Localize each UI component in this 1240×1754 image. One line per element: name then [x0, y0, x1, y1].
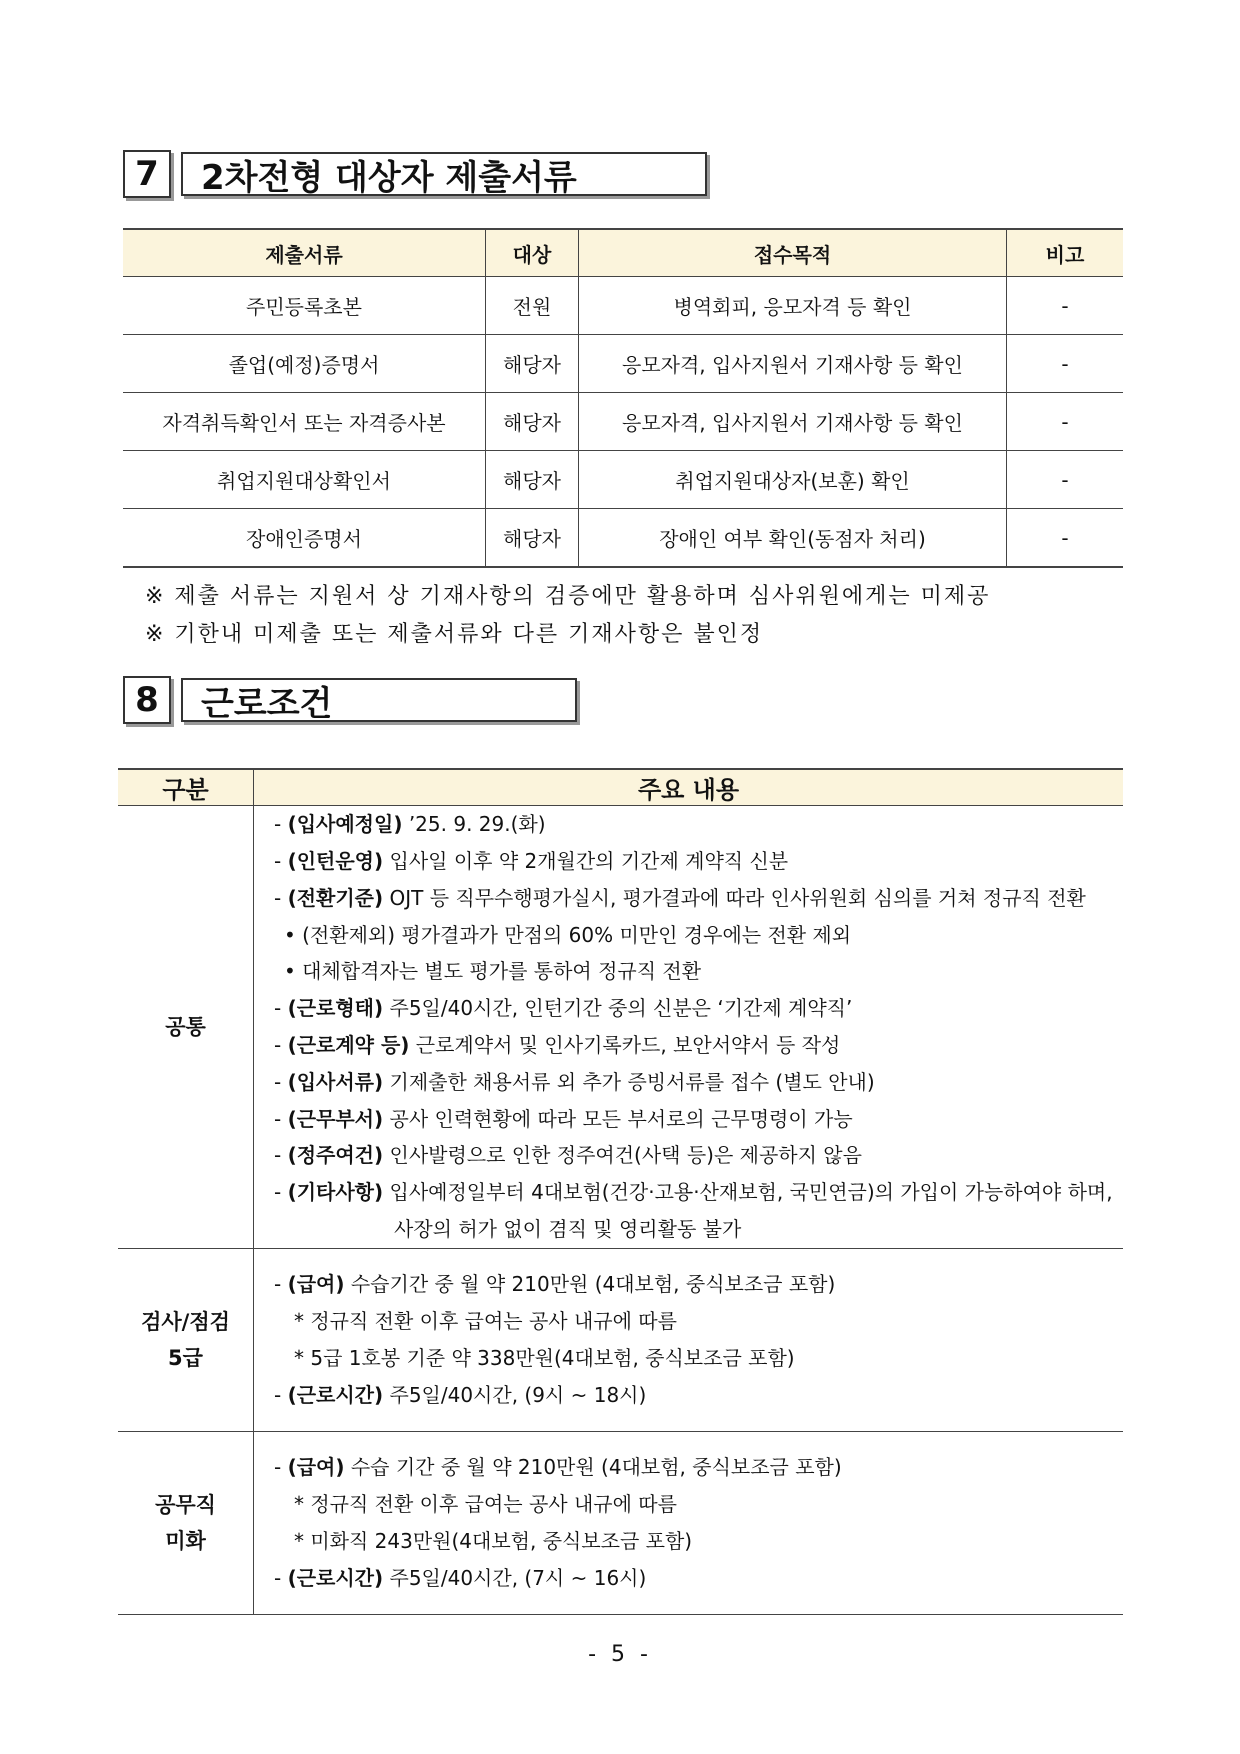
content-line: - (전환기준) OJT 등 직무수행평가실시, 평가결과에 따라 인사위원회 심의를 거쳐 정규직 전환 — [274, 885, 1086, 910]
table-header-row — [118, 769, 1123, 806]
column-header: 접수목적 — [579, 229, 1007, 277]
content-line: * 5급 1호봉 기준 약 338만원(4대보험, 중식보조금 포함) — [294, 1346, 795, 1370]
content-cell — [254, 1432, 1124, 1615]
table-cell: 해당자 — [486, 451, 579, 509]
section-title: 2차전형 대상자 제출서류 — [181, 152, 707, 196]
content-line: - (급여) 수습기간 중 월 약 210만원 (4대보험, 중식보조금 포함) — [274, 1272, 836, 1297]
content-line: - (근로형태) 주5일/40시간, 인턴기간 중의 신분은 ‘기간제 계약직’ — [274, 996, 853, 1021]
table-cell: 해당자 — [486, 335, 579, 393]
notes — [145, 578, 990, 654]
table-cell: 해당자 — [486, 509, 579, 568]
content-line: 사장의 허가 없이 겸직 및 영리활동 불가 — [394, 1216, 742, 1241]
conditions-table — [118, 768, 1123, 1615]
table-cell: 해당자 — [486, 393, 579, 451]
content-line: * 미화직 243만원(4대보험, 중식보조금 포함) — [294, 1529, 693, 1553]
table-row — [123, 335, 1123, 393]
table-cell: 졸업(예정)증명서 — [123, 335, 486, 393]
table-row — [118, 1432, 1123, 1615]
table-cell: - — [1007, 451, 1124, 509]
content-line: - (근로시간) 주5일/40시간, (9시 ~ 18시) — [274, 1382, 647, 1407]
category-cell: 검사/점검 5급 — [118, 1249, 254, 1432]
section-title: 근로조건 — [181, 678, 577, 722]
table-cell: - — [1007, 277, 1124, 335]
content-line: - (급여) 수습 기간 중 월 약 210만원 (4대보험, 중식보조금 포함) — [274, 1455, 842, 1480]
table-cell: 주민등록초본 — [123, 277, 486, 335]
table-cell: - — [1007, 393, 1124, 451]
content-line: - (정주여건) 인사발령으로 인한 정주여건(사택 등)은 제공하지 않음 — [274, 1143, 862, 1168]
column-header: 구분 — [118, 769, 254, 806]
table-cell: - — [1007, 335, 1124, 393]
column-header: 제출서류 — [123, 229, 486, 277]
column-header: 비고 — [1007, 229, 1124, 277]
note-line: ※ 기한내 미제출 또는 제출서류와 다른 기재사항은 불인정 — [145, 622, 764, 647]
table-row — [123, 509, 1123, 568]
category-cell: 공무직 미화 — [118, 1432, 254, 1615]
documents-table — [123, 228, 1123, 568]
table-cell: 장애인 여부 확인(동점자 처리) — [579, 509, 1007, 568]
content-line: - (기타사항) 입사예정일부터 4대보험(건강·고용·산재보험, 국민연금)의 가입이 가능하여야 하며, — [274, 1180, 1113, 1205]
table-row — [118, 806, 1123, 1249]
table-cell: 취업지원대상확인서 — [123, 451, 486, 509]
table-cell: - — [1007, 509, 1124, 568]
table-row — [123, 277, 1123, 335]
content-line: * 정규직 전환 이후 급여는 공사 내규에 따름 — [294, 1492, 677, 1517]
table-header-row — [123, 229, 1123, 277]
content-line: - (근무부서) 공사 인력현황에 따라 모든 부서로의 근무명령이 가능 — [274, 1106, 853, 1131]
section-8-header — [123, 676, 577, 724]
table-row — [123, 451, 1123, 509]
content-cell — [254, 806, 1124, 1249]
content-cell — [254, 1249, 1124, 1432]
table-cell: 응모자격, 입사지원서 기재사항 등 확인 — [579, 335, 1007, 393]
table-cell: 장애인증명서 — [123, 509, 486, 568]
column-header: 주요 내용 — [254, 769, 1124, 806]
table-cell: 취업지원대상자(보훈) 확인 — [579, 451, 1007, 509]
table-row — [118, 1249, 1123, 1432]
table-cell: 자격취득확인서 또는 자격증사본 — [123, 393, 486, 451]
content-line: - (근로시간) 주5일/40시간, (7시 ~ 16시) — [274, 1565, 647, 1590]
content-line: * 정규직 전환 이후 급여는 공사 내규에 따름 — [294, 1309, 677, 1334]
section-7-header — [123, 150, 707, 198]
table-cell: 전원 — [486, 277, 579, 335]
table-cell: 병역회피, 응모자격 등 확인 — [579, 277, 1007, 335]
note-line: ※ 제출 서류는 지원서 상 기재사항의 검증에만 활용하며 심사위원에게는 미제공 — [145, 584, 991, 609]
content-line: - (인턴운영) 입사일 이후 약 2개월간의 기간제 계약직 신분 — [274, 849, 789, 874]
table-row — [123, 393, 1123, 451]
content-line: • (전환제외) 평가결과가 만점의 60% 미만인 경우에는 전환 제외 — [284, 922, 852, 947]
category-cell: 공통 — [118, 806, 254, 1249]
content-line: - (입사예정일) ’25. 9. 29.(화) — [274, 812, 546, 837]
section-number: 7 — [123, 150, 171, 198]
page-number: - 5 - — [588, 1642, 652, 1667]
content-line: • 대체합격자는 별도 평가를 통하여 정규직 전환 — [284, 959, 702, 984]
section-number: 8 — [123, 676, 171, 724]
content-line: - (입사서류) 기제출한 채용서류 외 추가 증빙서류를 접수 (별도 안내) — [274, 1069, 875, 1094]
column-header: 대상 — [486, 229, 579, 277]
table-cell: 응모자격, 입사지원서 기재사항 등 확인 — [579, 393, 1007, 451]
content-line: - (근로계약 등) 근로계약서 및 인사기록카드, 보안서약서 등 작성 — [274, 1033, 841, 1057]
